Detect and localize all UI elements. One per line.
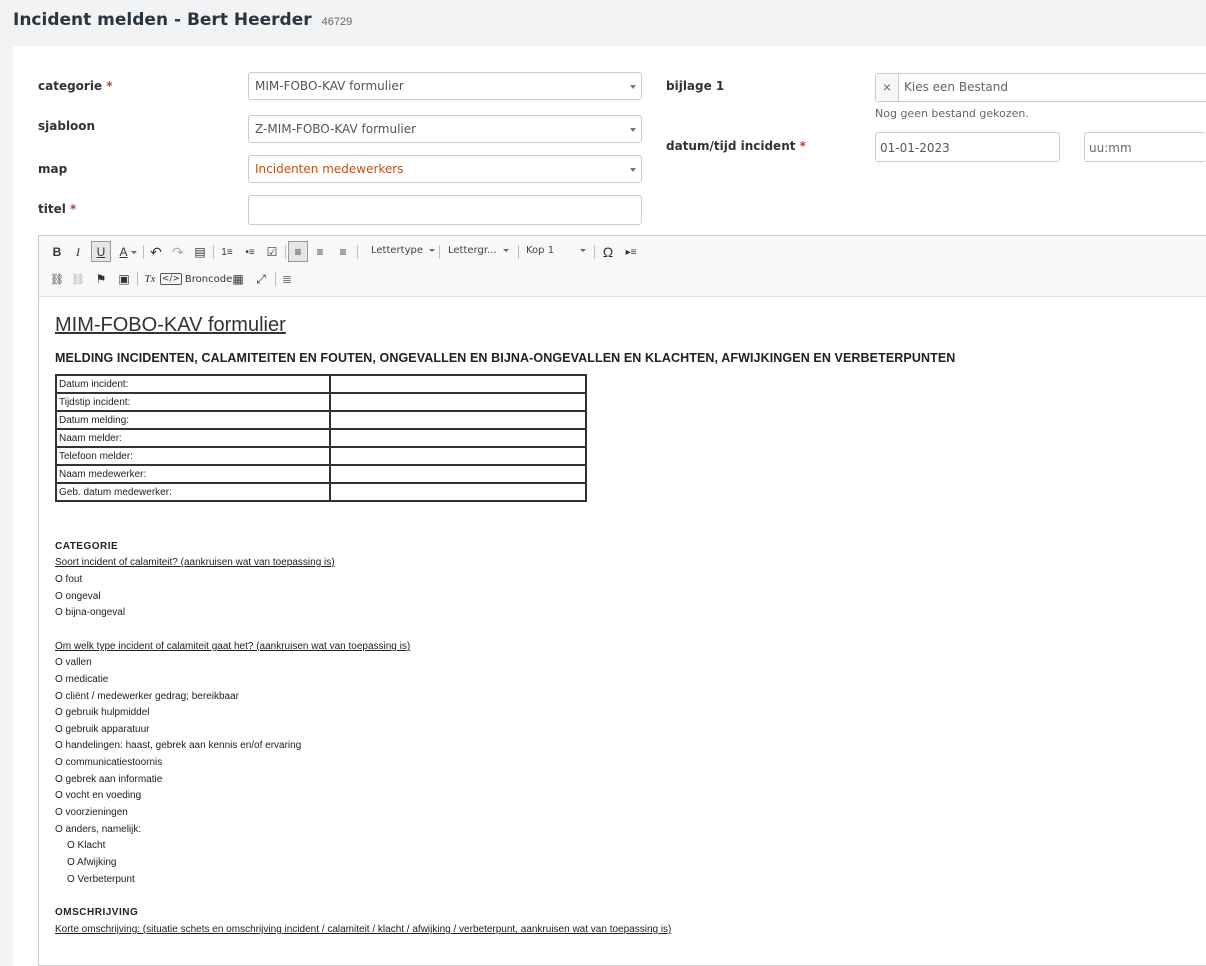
map-label: map: [38, 162, 68, 176]
sjabloon-label: sjabloon: [38, 119, 96, 133]
chevron-down-icon: [630, 85, 636, 89]
chevron-down-icon: [429, 249, 435, 252]
document-title: MIM-FOBO-KAV formulier: [55, 314, 286, 336]
code-icon: </>: [161, 274, 180, 284]
font-color-button[interactable]: A: [116, 242, 140, 262]
anchor-flag-button[interactable]: ⚑: [95, 272, 107, 286]
titel-input[interactable]: [248, 195, 642, 225]
list-item: O medicatie: [55, 674, 109, 685]
page-title: Incident melden - Bert Heerder: [13, 10, 312, 30]
file-picker-placeholder: Kies een Bestand: [904, 80, 1008, 94]
italic-button[interactable]: I: [76, 244, 80, 259]
table-button[interactable]: ▦: [232, 272, 244, 286]
toolbar-separator: [137, 272, 138, 286]
align-center-button[interactable]: ≡: [316, 245, 324, 259]
clear-format-button[interactable]: Tx: [144, 273, 156, 285]
map-select[interactable]: Incidenten medewerkers: [248, 155, 642, 183]
info-table: [55, 374, 587, 502]
date-input[interactable]: 01-01-2023: [875, 132, 1060, 162]
link-button[interactable]: ⛓: [50, 273, 64, 286]
table-row: Geb. datum medewerker:: [56, 483, 586, 501]
special-char-button[interactable]: Ω: [602, 244, 614, 260]
image-button[interactable]: ▣: [118, 272, 130, 286]
record-id: 46729: [321, 16, 353, 28]
chevron-down-icon: [503, 249, 509, 252]
question-type: Om welk type incident of calamiteit gaat het? (aankruisen wat van toepassing is): [55, 641, 411, 652]
bold-button[interactable]: B: [52, 245, 62, 259]
undo-button[interactable]: ↶: [150, 243, 162, 260]
question-omschrijving: Korte omschrijving: (situatie schets en omschrijving incident / calamiteit / klacht / afwijking / verbeterpunt, aankruisen wat van toepassing is): [55, 924, 672, 935]
table-row: Naam medewerker:: [56, 465, 586, 483]
redo-button[interactable]: ↷: [172, 243, 184, 260]
toolbar-separator: [285, 245, 286, 259]
unordered-list-button[interactable]: •≡: [245, 246, 255, 258]
paste-button[interactable]: ▤: [194, 245, 206, 259]
source-button[interactable]: </> Broncode: [161, 273, 233, 285]
titel-label: titel *: [38, 202, 77, 216]
font-family-dropdown[interactable]: Lettertype: [371, 245, 435, 256]
ordered-list-button[interactable]: 1≡: [221, 246, 233, 258]
toolbar-separator: [518, 245, 519, 259]
table-row: Tijdstip incident:: [56, 393, 586, 411]
toolbar-separator: [213, 245, 214, 259]
font-size-dropdown[interactable]: Lettergr...: [448, 245, 509, 256]
fullscreen-button[interactable]: ⤢: [256, 271, 266, 286]
list-item: O voorzieningen: [55, 807, 128, 818]
unlink-button[interactable]: ⛓: [71, 273, 85, 286]
table-row: Telefoon melder:: [56, 447, 586, 465]
list-item: O fout: [55, 574, 83, 585]
omschrijving-heading: OMSCHRIJVING: [55, 907, 139, 918]
categorie-label: categorie *: [38, 79, 113, 93]
list-item: O gebruik apparatuur: [55, 724, 150, 735]
toolbar-separator: [439, 245, 440, 259]
table-row: Datum melding:: [56, 411, 586, 429]
bijlage-label: bijlage 1: [666, 79, 725, 93]
editor-toolbar: [39, 236, 1206, 297]
list-item: O cliënt / medewerker gedrag; bereikbaar: [55, 691, 239, 702]
page-header: [13, 10, 352, 36]
align-left-button[interactable]: ≡: [288, 241, 308, 262]
list-item: O communicatiestoornis: [55, 757, 163, 768]
list-item: O Klacht: [67, 840, 106, 851]
time-input[interactable]: uu:mm: [1084, 132, 1206, 162]
list-item: O vallen: [55, 657, 92, 668]
toolbar-separator: [143, 245, 144, 259]
underline-button[interactable]: U: [91, 241, 111, 262]
datetime-label: datum/tijd incident *: [666, 139, 806, 153]
align-right-button[interactable]: ≡: [339, 245, 347, 259]
toolbar-separator: [594, 245, 595, 259]
toolbar-separator: [357, 245, 358, 259]
categorie-select[interactable]: MIM-FOBO-KAV formulier: [248, 72, 642, 100]
sjabloon-select[interactable]: Z-MIM-FOBO-KAV formulier: [248, 115, 642, 143]
list-item: O gebrek aan informatie: [55, 774, 163, 785]
list-item: O gebruik hulpmiddel: [55, 707, 150, 718]
heading-dropdown[interactable]: Kop 1: [526, 245, 586, 256]
form-panel: [13, 46, 1206, 966]
list-item: O Afwijking: [67, 857, 117, 868]
list-item: O bijna-ongeval: [55, 607, 126, 618]
document-subtitle: MELDING INCIDENTEN, CALAMITEITEN EN FOUTEN, ONGEVALLEN EN BIJNA-ONGEVALLEN EN KLACHTEN, AFWIJKINGEN EN VERBETERPUNTEN: [55, 351, 956, 365]
horizontal-rule-button[interactable]: ≣: [281, 272, 293, 286]
toolbar-separator: [275, 272, 276, 286]
clear-file-button[interactable]: ×: [876, 74, 899, 101]
question-soort: Soort incident of calamiteit? (aankruisen wat van toepassing is): [55, 557, 335, 568]
file-hint: Nog geen bestand gekozen.: [875, 107, 1029, 120]
list-item: O anders, namelijk:: [55, 824, 142, 835]
list-item: O Verbeterpunt: [67, 874, 135, 885]
chevron-down-icon: [630, 128, 636, 132]
table-row: Datum incident:: [56, 375, 586, 393]
list-item: O handelingen: haast, gebrek aan kennis en/of ervaring: [55, 740, 302, 751]
chevron-down-icon: [630, 168, 636, 172]
table-row: Naam melder:: [56, 429, 586, 447]
chevron-down-icon: [580, 249, 586, 252]
checklist-button[interactable]: ☑: [266, 245, 278, 259]
indent-button[interactable]: ▸≡: [625, 246, 637, 258]
rich-text-editor: [38, 235, 1206, 966]
list-item: O vocht en voeding: [55, 790, 142, 801]
list-item: O ongeval: [55, 591, 101, 602]
file-picker[interactable]: [875, 73, 1206, 102]
categorie-heading: CATEGORIE: [55, 541, 119, 552]
chevron-down-icon: [131, 251, 137, 254]
